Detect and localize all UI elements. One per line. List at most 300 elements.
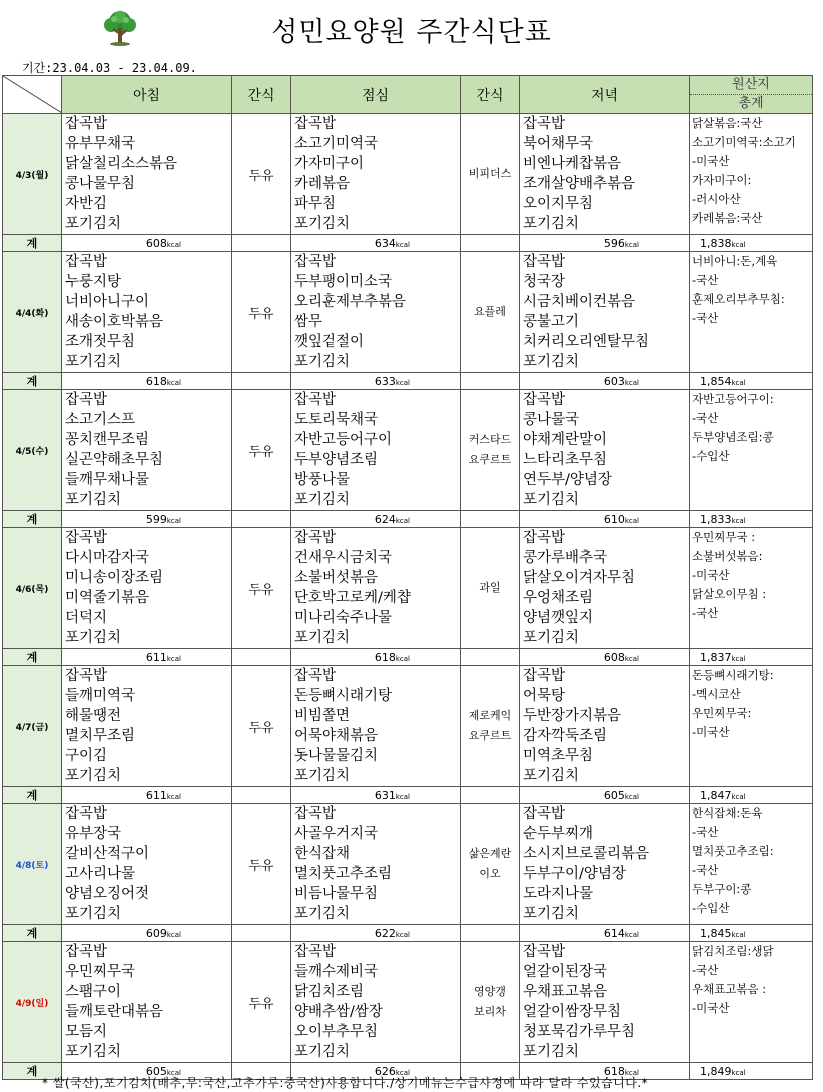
origin-info <box>690 528 813 649</box>
kcal-row-label: 계 <box>3 1063 62 1080</box>
kcal-value: 605 <box>603 788 625 802</box>
kcal-unit: kcal <box>395 792 410 801</box>
snack-pm-item: 삶은계란 <box>468 847 512 860</box>
breakfast-menu <box>62 804 232 925</box>
kcal-unit: kcal <box>731 930 746 939</box>
kcal-unit: kcal <box>395 1068 410 1077</box>
lunch-menu-item: 미나리숙주나물 <box>294 610 393 626</box>
breakfast-menu-item: 닭살칠리소스볶음 <box>65 156 178 172</box>
breakfast-menu-item: 스팸구이 <box>65 984 122 1000</box>
origin-info-item: -미국산 <box>692 568 730 582</box>
kcal-total <box>690 235 813 252</box>
breakfast-menu-item: 포기김치 <box>65 630 122 646</box>
origin-info-item: -미국산 <box>692 725 730 739</box>
lunch-menu-item: 들깨수제비국 <box>294 964 379 980</box>
dinner-menu <box>520 528 690 649</box>
dinner-menu-item: 잡곡밥 <box>523 806 566 822</box>
breakfast-menu-item: 꽁치캔무조림 <box>65 432 150 448</box>
kcal-unit: kcal <box>731 378 746 387</box>
origin-info-item: 우민찌무국: <box>692 706 752 720</box>
kcal-value: 631 <box>374 788 396 802</box>
kcal-total-value: 1,838 <box>700 236 732 250</box>
breakfast-menu-item: 포기김치 <box>65 354 122 370</box>
origin-info-item: -국산 <box>692 411 719 425</box>
day-row <box>3 114 813 235</box>
origin-info-item: -국산 <box>692 606 719 620</box>
dinner-menu-item: 포기김치 <box>523 354 580 370</box>
dinner-menu-item: 치커리오리엔탈무침 <box>523 334 650 350</box>
breakfast-menu-item: 우민찌무국 <box>65 964 136 980</box>
origin-info-item: -국산 <box>692 273 719 287</box>
kcal-unit: kcal <box>624 240 639 249</box>
breakfast-menu <box>62 114 232 235</box>
lunch-menu-item: 멸치풋고추조림 <box>294 866 393 882</box>
snack-pm <box>461 252 520 373</box>
lunch-menu <box>291 252 461 373</box>
dinner-menu-item: 순두부찌개 <box>523 826 594 842</box>
kcal-total-value: 1,845 <box>700 926 732 940</box>
kcal-value: 605 <box>145 1064 167 1078</box>
origin-info-item: 소불버섯볶음: <box>692 549 763 563</box>
kcal-spacer <box>461 235 520 252</box>
lunch-menu-item: 도토리묵채국 <box>294 412 379 428</box>
breakfast-menu-item: 자반김 <box>65 196 108 212</box>
kcal-value: 608 <box>603 650 625 664</box>
lunch-menu-item: 소불버섯볶음 <box>294 570 379 586</box>
snack-pm-item: 이오 <box>479 867 501 880</box>
kcal-unit: kcal <box>395 240 410 249</box>
breakfast-menu-item: 들깨토란대볶음 <box>65 1004 164 1020</box>
origin-info <box>690 252 813 373</box>
kcal-spacer <box>232 787 291 804</box>
dinner-menu-item: 어묵탕 <box>523 688 566 704</box>
origin-info-item: 자반고등어구이: <box>692 392 774 406</box>
kcal-dinner <box>520 373 690 390</box>
lunch-menu-item: 잡곡밥 <box>294 806 337 822</box>
origin-info-item: -국산 <box>692 825 719 839</box>
kcal-value: 596 <box>603 236 625 250</box>
snack-pm-item: 보리차 <box>474 1005 506 1018</box>
dinner-menu-item: 얼갈이된장국 <box>523 964 608 980</box>
lunch-menu-item: 포기김치 <box>294 216 351 232</box>
kcal-dinner <box>520 649 690 666</box>
kcal-row-label: 계 <box>3 787 62 804</box>
breakfast-menu-item: 다시마감자국 <box>65 550 150 566</box>
origin-info-item: 멸치풋고추조림: <box>692 844 774 858</box>
lunch-menu-item: 자반고등어구이 <box>294 432 393 448</box>
breakfast-menu-item: 포기김치 <box>65 216 122 232</box>
dinner-menu <box>520 804 690 925</box>
dinner-menu-item: 잡곡밥 <box>523 254 566 270</box>
kcal-row <box>3 649 813 666</box>
kcal-row-label: 계 <box>3 649 62 666</box>
kcal-value: 614 <box>603 926 625 940</box>
dinner-menu-item: 닭살오이겨자무침 <box>523 570 636 586</box>
kcal-breakfast <box>62 235 232 252</box>
origin-info-item: 두부구이:콩 <box>692 882 752 896</box>
origin-info-item: -러시아산 <box>692 192 741 206</box>
lunch-menu-item: 가자미구이 <box>294 156 365 172</box>
breakfast-menu-item: 더덕지 <box>65 610 108 626</box>
lunch-menu-item: 비듬나물무침 <box>294 886 379 902</box>
lunch-menu-item: 잡곡밥 <box>294 668 337 684</box>
breakfast-menu <box>62 942 232 1063</box>
dinner-menu-item: 미역초무침 <box>523 748 594 764</box>
kcal-value: 626 <box>374 1064 396 1078</box>
kcal-unit: kcal <box>624 654 639 663</box>
kcal-total-value: 1,833 <box>700 512 732 526</box>
dinner-menu-item: 느타리초무침 <box>523 452 608 468</box>
snack-pm-item: 요플레 <box>474 305 506 318</box>
origin-info-item: 카레볶음:국산 <box>692 211 763 225</box>
kcal-value: 624 <box>374 512 396 526</box>
breakfast-menu-item: 포기김치 <box>65 492 122 508</box>
kcal-lunch <box>291 649 461 666</box>
lunch-menu-item: 돗나물물김치 <box>294 748 379 764</box>
lunch-menu-item: 잡곡밥 <box>294 116 337 132</box>
kcal-total-value: 1,837 <box>700 650 732 664</box>
breakfast-menu-item: 구이김 <box>65 748 108 764</box>
dinner-menu-item: 조개살양배추볶음 <box>523 176 636 192</box>
dinner-menu-item: 청국장 <box>523 274 566 290</box>
lunch-menu-item: 포기김치 <box>294 354 351 370</box>
snack-am: 두유 <box>232 528 291 649</box>
origin-info-item: 닭김치조림:생닭 <box>692 944 774 958</box>
day-date: 4/6(목) <box>3 528 62 649</box>
snack-pm <box>461 114 520 235</box>
origin-info <box>690 390 813 511</box>
kcal-unit: kcal <box>624 516 639 525</box>
breakfast-menu-item: 들깨미역국 <box>65 688 136 704</box>
kcal-unit: kcal <box>624 378 639 387</box>
kcal-value: 622 <box>374 926 396 940</box>
breakfast-menu-item: 잡곡밥 <box>65 254 108 270</box>
dinner-menu <box>520 390 690 511</box>
dinner-menu-item: 도라지나물 <box>523 886 594 902</box>
dinner-menu-item: 포기김치 <box>523 630 580 646</box>
kcal-unit: kcal <box>166 654 181 663</box>
header-lunch: 점심 <box>291 76 461 114</box>
kcal-lunch <box>291 511 461 528</box>
snack-pm-item: 요쿠르트 <box>468 729 512 742</box>
menu-period: 기간:23.04.03 - 23.04.09. <box>22 61 197 75</box>
lunch-menu <box>291 528 461 649</box>
kcal-unit: kcal <box>624 792 639 801</box>
dinner-menu-item: 양념깻잎지 <box>523 610 594 626</box>
header-row <box>3 76 813 114</box>
breakfast-menu <box>62 252 232 373</box>
lunch-menu-item: 잡곡밥 <box>294 392 337 408</box>
dinner-menu-item: 포기김치 <box>523 906 580 922</box>
breakfast-menu-item: 실곤약해초무침 <box>65 452 164 468</box>
origin-info-item: -미국산 <box>692 1001 730 1015</box>
dinner-menu-item: 비엔나케찹볶음 <box>523 156 622 172</box>
dinner-menu-item: 소시지브로콜리볶음 <box>523 846 650 862</box>
lunch-menu-item: 깻잎겉절이 <box>294 334 365 350</box>
origin-info-item: 훈제오리부추무침: <box>692 292 785 306</box>
kcal-unit: kcal <box>166 240 181 249</box>
footer-note: * 쌀(국산),포기김치(배추,무:국산,고추가루:중국산)사용합니다./상기메뉴는수급사정에 따라 달라 수있습니다.* <box>42 1076 649 1090</box>
kcal-total <box>690 373 813 390</box>
breakfast-menu-item: 잡곡밥 <box>65 806 108 822</box>
breakfast-menu-item: 포기김치 <box>65 1044 122 1060</box>
kcal-dinner <box>520 511 690 528</box>
breakfast-menu-item: 유부장국 <box>65 826 122 842</box>
origin-info-item: -수입산 <box>692 901 730 915</box>
kcal-unit: kcal <box>166 378 181 387</box>
origin-info-item: 두부양념조림:콩 <box>692 430 774 444</box>
snack-pm-item: 요쿠르트 <box>468 453 512 466</box>
lunch-menu-item: 사골우거지국 <box>294 826 379 842</box>
page-title: 성민요양원 주간식단표 <box>271 17 552 48</box>
day-date: 4/4(화) <box>3 252 62 373</box>
dinner-menu-item: 야채계란말이 <box>523 432 608 448</box>
kcal-lunch <box>291 373 461 390</box>
snack-am: 두유 <box>232 390 291 511</box>
breakfast-menu-item: 누룽지탕 <box>65 274 122 290</box>
lunch-menu-item: 비빔쫄면 <box>294 708 351 724</box>
lunch-menu-item: 두부양념조림 <box>294 452 379 468</box>
breakfast-menu-item: 양념오징어젓 <box>65 886 150 902</box>
origin-info-item: 닭살볶음:국산 <box>692 116 763 130</box>
kcal-spacer <box>461 511 520 528</box>
lunch-menu-item: 포기김치 <box>294 630 351 646</box>
kcal-value: 609 <box>145 926 167 940</box>
kcal-value: 610 <box>603 512 625 526</box>
day-date: 4/5(수) <box>3 390 62 511</box>
kcal-value: 618 <box>374 650 396 664</box>
kcal-total-value: 1,849 <box>700 1064 732 1078</box>
kcal-total-value: 1,847 <box>700 788 732 802</box>
breakfast-menu <box>62 666 232 787</box>
kcal-lunch <box>291 925 461 942</box>
kcal-value: 618 <box>145 374 167 388</box>
day-date: 4/8(토) <box>3 804 62 925</box>
origin-info <box>690 114 813 235</box>
kcal-breakfast <box>62 373 232 390</box>
kcal-unit: kcal <box>731 654 746 663</box>
kcal-breakfast <box>62 787 232 804</box>
kcal-spacer <box>232 511 291 528</box>
dinner-menu-item: 시금치베이컨볶음 <box>523 294 636 310</box>
kcal-unit: kcal <box>395 516 410 525</box>
origin-info-item: 우채표고볶음 : <box>692 982 767 996</box>
snack-am: 두유 <box>232 666 291 787</box>
lunch-menu-item: 두부팽이미소국 <box>294 274 393 290</box>
kcal-spacer <box>461 787 520 804</box>
snack-pm <box>461 666 520 787</box>
kcal-total <box>690 1063 813 1080</box>
dinner-menu-item: 북어채무국 <box>523 136 594 152</box>
kcal-total-value: 1,854 <box>700 374 732 388</box>
breakfast-menu-item: 유부무채국 <box>65 136 136 152</box>
lunch-menu <box>291 666 461 787</box>
kcal-dinner <box>520 925 690 942</box>
kcal-lunch <box>291 235 461 252</box>
kcal-unit: kcal <box>731 792 746 801</box>
kcal-value: 603 <box>603 374 625 388</box>
lunch-menu-item: 카레볶음 <box>294 176 351 192</box>
dinner-menu-item: 콩나물국 <box>523 412 580 428</box>
kcal-spacer <box>461 649 520 666</box>
kcal-value: 599 <box>145 512 167 526</box>
lunch-menu <box>291 942 461 1063</box>
dinner-menu-item: 우채표고볶음 <box>523 984 608 1000</box>
breakfast-menu-item: 새송이호박볶음 <box>65 314 164 330</box>
snack-am: 두유 <box>232 804 291 925</box>
breakfast-menu-item: 모듬지 <box>65 1024 108 1040</box>
origin-info-item: 돈등뼈시래기탕: <box>692 668 774 682</box>
lunch-menu-item: 방풍나물 <box>294 472 351 488</box>
breakfast-menu-item: 잡곡밥 <box>65 392 108 408</box>
kcal-row-label: 계 <box>3 373 62 390</box>
dinner-menu-item: 잡곡밥 <box>523 116 566 132</box>
origin-info-item: -국산 <box>692 963 719 977</box>
breakfast-menu-item: 포기김치 <box>65 906 122 922</box>
header-snack-am: 간식 <box>232 76 291 114</box>
breakfast-menu-item: 소고기스프 <box>65 412 136 428</box>
dinner-menu-item: 잡곡밥 <box>523 530 566 546</box>
day-date: 4/7(금) <box>3 666 62 787</box>
origin-info-item: 너비아니:돈,계육 <box>692 254 778 268</box>
breakfast-menu-item: 잡곡밥 <box>65 116 108 132</box>
day-row <box>3 666 813 787</box>
lunch-menu <box>291 114 461 235</box>
kcal-breakfast <box>62 649 232 666</box>
breakfast-menu-item: 조개젓무침 <box>65 334 136 350</box>
day-row <box>3 942 813 1063</box>
kcal-row-label: 계 <box>3 235 62 252</box>
dinner-menu-item: 청포묵김가루무침 <box>523 1024 636 1040</box>
lunch-menu-item: 어묵야채볶음 <box>294 728 379 744</box>
breakfast-menu-item: 해물땡전 <box>65 708 122 724</box>
lunch-menu-item: 닭김치조림 <box>294 984 365 1000</box>
origin-info <box>690 666 813 787</box>
snack-pm <box>461 528 520 649</box>
kcal-value: 611 <box>145 788 167 802</box>
lunch-menu-item: 오리훈제부추볶음 <box>294 294 407 310</box>
kcal-value: 618 <box>603 1064 625 1078</box>
kcal-lunch <box>291 787 461 804</box>
breakfast-menu-item: 포기김치 <box>65 768 122 784</box>
lunch-menu-item: 소고기미역국 <box>294 136 379 152</box>
origin-info-item: -국산 <box>692 311 719 325</box>
lunch-menu-item: 파무침 <box>294 196 337 212</box>
snack-am: 두유 <box>232 942 291 1063</box>
kcal-value: 611 <box>145 650 167 664</box>
origin-info-item: -미국산 <box>692 154 730 168</box>
kcal-unit: kcal <box>395 654 410 663</box>
snack-pm <box>461 942 520 1063</box>
lunch-menu-item: 양배추쌈/쌈장 <box>294 1004 383 1020</box>
lunch-menu <box>291 390 461 511</box>
day-date: 4/9(일) <box>3 942 62 1063</box>
lunch-menu-item: 잡곡밥 <box>294 944 337 960</box>
kcal-spacer <box>461 925 520 942</box>
lunch-menu-item: 오이부추무침 <box>294 1024 379 1040</box>
kcal-unit: kcal <box>166 930 181 939</box>
day-row <box>3 804 813 925</box>
kcal-breakfast <box>62 511 232 528</box>
snack-pm <box>461 804 520 925</box>
day-row <box>3 528 813 649</box>
kcal-value: 634 <box>374 236 396 250</box>
header-origin: 원산지 <box>690 76 812 95</box>
lunch-menu-item: 포기김치 <box>294 492 351 508</box>
header-total: 총계 <box>738 96 764 111</box>
snack-am: 두유 <box>232 114 291 235</box>
kcal-unit: kcal <box>624 1068 639 1077</box>
origin-info-item: 소고기미역국:소고기 <box>692 135 796 149</box>
header-origin-total <box>690 76 813 114</box>
breakfast-menu-item: 갈비산적구이 <box>65 846 150 862</box>
kcal-row <box>3 373 813 390</box>
kcal-spacer <box>232 925 291 942</box>
kcal-row <box>3 235 813 252</box>
lunch-menu <box>291 804 461 925</box>
breakfast-menu-item: 미역줄기볶음 <box>65 590 150 606</box>
kcal-dinner <box>520 235 690 252</box>
breakfast-menu <box>62 528 232 649</box>
dinner-menu <box>520 252 690 373</box>
kcal-breakfast <box>62 925 232 942</box>
lunch-menu-item: 포기김치 <box>294 1044 351 1060</box>
kcal-unit: kcal <box>395 930 410 939</box>
lunch-menu-item: 잡곡밥 <box>294 254 337 270</box>
snack-pm-item: 과일 <box>479 581 501 594</box>
kcal-row <box>3 511 813 528</box>
dinner-menu-item: 두부구이/양념장 <box>523 866 626 882</box>
kcal-row <box>3 925 813 942</box>
origin-info-item: 한식잡채:돈육 <box>692 806 763 820</box>
snack-pm-item: 영양갱 <box>474 985 506 998</box>
origin-info-item: 닭살오이무침 : <box>692 587 767 601</box>
kcal-value: 633 <box>374 374 396 388</box>
breakfast-menu-item: 미니송이장조림 <box>65 570 164 586</box>
dinner-menu-item: 포기김치 <box>523 1044 580 1060</box>
lunch-menu-item: 포기김치 <box>294 906 351 922</box>
dinner-menu-item: 포기김치 <box>523 216 580 232</box>
dinner-menu <box>520 666 690 787</box>
day-date: 4/3(월) <box>3 114 62 235</box>
origin-info-item: -수입산 <box>692 449 730 463</box>
kcal-unit: kcal <box>166 792 181 801</box>
weekly-menu-table <box>2 75 813 1080</box>
dinner-menu <box>520 114 690 235</box>
kcal-dinner <box>520 787 690 804</box>
dinner-menu-item: 잡곡밥 <box>523 392 566 408</box>
breakfast-menu-item: 잡곡밥 <box>65 668 108 684</box>
kcal-unit: kcal <box>166 516 181 525</box>
dinner-menu <box>520 942 690 1063</box>
header-dinner: 저녁 <box>520 76 690 114</box>
kcal-row-label: 계 <box>3 925 62 942</box>
origin-info-item: -국산 <box>692 863 719 877</box>
breakfast-menu-item: 고사리나물 <box>65 866 136 882</box>
breakfast-menu <box>62 390 232 511</box>
lunch-menu-item: 돈등뼈시래기탕 <box>294 688 393 704</box>
breakfast-menu-item: 잡곡밥 <box>65 944 108 960</box>
kcal-row <box>3 787 813 804</box>
dinner-menu-item: 잡곡밥 <box>523 944 566 960</box>
dinner-menu-item: 콩가루배추국 <box>523 550 608 566</box>
origin-info-item: 가자미구이: <box>692 173 752 187</box>
snack-pm-item: 커스타드 <box>468 433 512 446</box>
breakfast-menu-item: 들깨무채나물 <box>65 472 150 488</box>
header-breakfast: 아침 <box>62 76 232 114</box>
lunch-menu-item: 쌈무 <box>294 314 323 330</box>
dinner-menu-item: 감자깍둑조림 <box>523 728 608 744</box>
